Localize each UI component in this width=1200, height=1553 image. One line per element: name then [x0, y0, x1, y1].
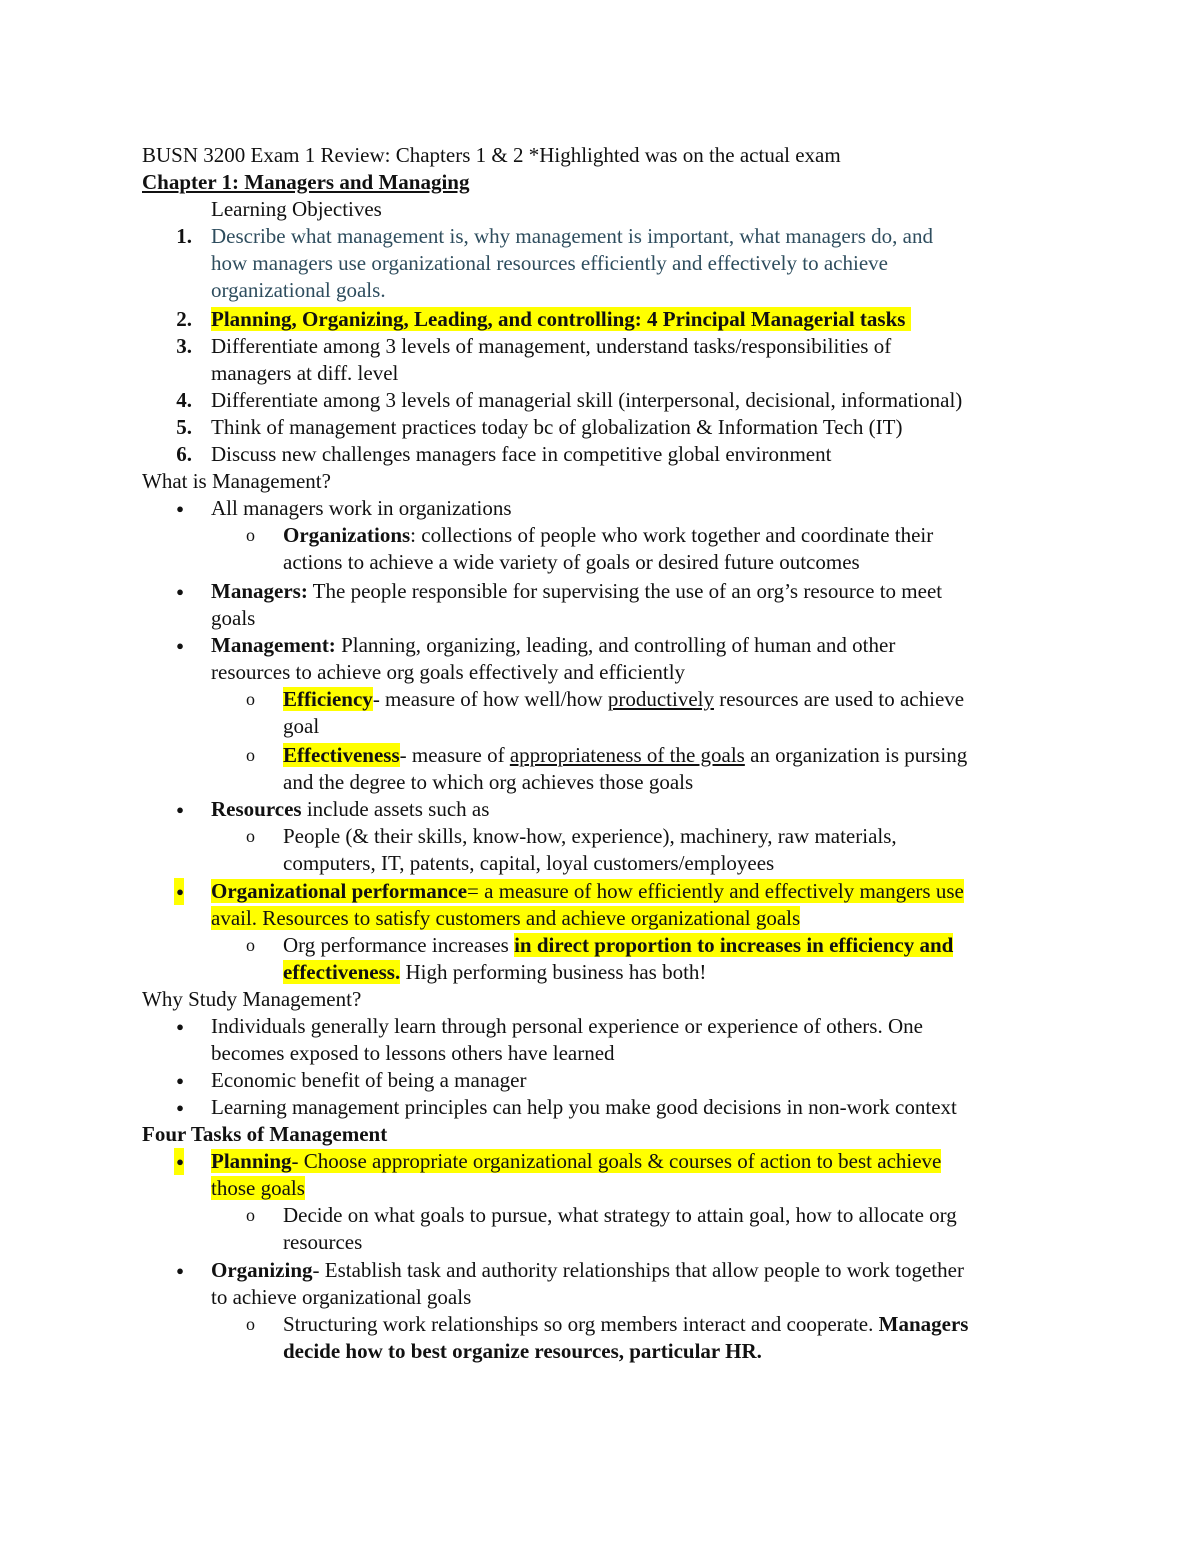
- bullet-item: ● Managers: The people responsible for supervising the use of an org’s resource to meet goals: [142, 578, 1072, 632]
- bullet-item: ● Economic benefit of being a manager: [142, 1067, 1072, 1094]
- circle-bullet-icon: o: [246, 1205, 255, 1225]
- circle-bullet-icon: o: [246, 826, 255, 846]
- bullet-item: ● Resources include assets such as: [142, 796, 1072, 823]
- document-content: [142, 142, 1072, 1365]
- list-number: 1.: [176, 224, 192, 248]
- bullet-icon: ●: [176, 638, 184, 653]
- circle-bullet-icon: o: [246, 689, 255, 709]
- circle-bullet-icon: o: [246, 935, 255, 955]
- document-header: BUSN 3200 Exam 1 Review: Chapters 1 & 2 *Highlighted was on the actual exam: [142, 143, 841, 167]
- sub-bullet-item: o Decide on what goals to pursue, what strategy to attain goal, how to allocate org resources: [246, 1203, 957, 1254]
- learning-objectives-label: Learning Objectives: [211, 197, 382, 221]
- sub-bullet-item: o Efficiency- measure of how well/how productively resources are used to achieve goal: [246, 687, 965, 738]
- objective-3: 3. Differentiate among 3 levels of management, understand tasks/responsibilities of managers at diff. level: [142, 333, 1072, 387]
- bullet-icon: ●: [176, 802, 184, 817]
- list-number: 4.: [176, 388, 192, 412]
- four-tasks-heading: Four Tasks of Management: [142, 1122, 388, 1146]
- objective-6: 6. Discuss new challenges managers face in competitive global environment: [142, 441, 1072, 468]
- bullet-item: ● Individuals generally learn through personal experience or experience of others. One becomes exposed to lessons others have learned: [142, 1013, 1072, 1067]
- bullet-item-highlighted: ● Planning- Choose appropriate organizational goals & courses of action to best achieve those goals: [142, 1148, 1072, 1202]
- bullet-item: ● Management: Planning, organizing, leading, and controlling of human and other resources to achieve org goals effectively and efficiently: [142, 632, 1072, 686]
- objective-2: [142, 306, 1072, 333]
- bullet-icon: ●: [174, 1148, 184, 1175]
- bullet-icon: ●: [176, 1100, 184, 1115]
- circle-bullet-icon: o: [246, 745, 255, 765]
- bullet-icon: ●: [174, 878, 184, 905]
- chapter-1-heading: Chapter 1: Managers and Managing: [142, 170, 470, 194]
- circle-bullet-icon: o: [246, 1314, 255, 1334]
- why-study-management-heading: Why Study Management?: [142, 987, 362, 1011]
- list-number: 3.: [176, 334, 192, 358]
- bullet-item: ● All managers work in organizations: [142, 495, 1072, 522]
- highlighted-objective: Planning, Organizing, Leading, and controlling: 4 Principal Managerial tasks: [211, 307, 906, 331]
- list-number: 6.: [176, 442, 192, 466]
- list-number: 5.: [176, 415, 192, 439]
- objective-1: 1. Describe what management is, why management is important, what managers do, and how managers use organizational resources efficiently and effectively to achieve organizational goals.: [142, 223, 1072, 304]
- bullet-icon: ●: [176, 584, 184, 599]
- sub-bullet-item: o Structuring work relationships so org members interact and cooperate. Managers decide how to best organize resources, particular HR.: [246, 1312, 969, 1363]
- objective-5: 5. Think of management practices today bc of globalization & Information Tech (IT): [142, 414, 1072, 441]
- list-number: 2.: [176, 307, 192, 331]
- sub-bullet-item: o Organizations: collections of people who work together and coordinate their actions to achieve a wide variety of goals or desired future outcomes: [246, 523, 934, 574]
- sub-bullet-item: o Org performance increases in direct proportion to increases in efficiency and effectiveness. High performing business has both!: [246, 933, 954, 984]
- bullet-icon: ●: [176, 501, 184, 516]
- bullet-item-highlighted: ● Organizational performance= a measure of how efficiently and effectively mangers use avail. Resources to satisfy customers and achieve organizational goals: [142, 878, 1072, 932]
- sub-bullet-item: o People (& their skills, know-how, experience), machinery, raw materials, computers, IT, patents, capital, loyal customers/employees: [246, 824, 897, 875]
- bullet-item: ● Learning management principles can help you make good decisions in non-work context: [142, 1094, 1072, 1121]
- bullet-icon: ●: [176, 1073, 184, 1088]
- sub-bullet-item: o Effectiveness- measure of appropriateness of the goals an organization is pursing and the degree to which org achieves those goals: [246, 743, 968, 794]
- bullet-icon: ●: [176, 1019, 184, 1034]
- bullet-item: ● Organizing- Establish task and authority relationships that allow people to work together to achieve organizational goals: [142, 1257, 1072, 1311]
- objective-4: 4. Differentiate among 3 levels of managerial skill (interpersonal, decisional, informational): [142, 387, 1072, 414]
- what-is-management-heading: What is Management?: [142, 469, 331, 493]
- bullet-icon: ●: [176, 1263, 184, 1278]
- circle-bullet-icon: o: [246, 525, 255, 545]
